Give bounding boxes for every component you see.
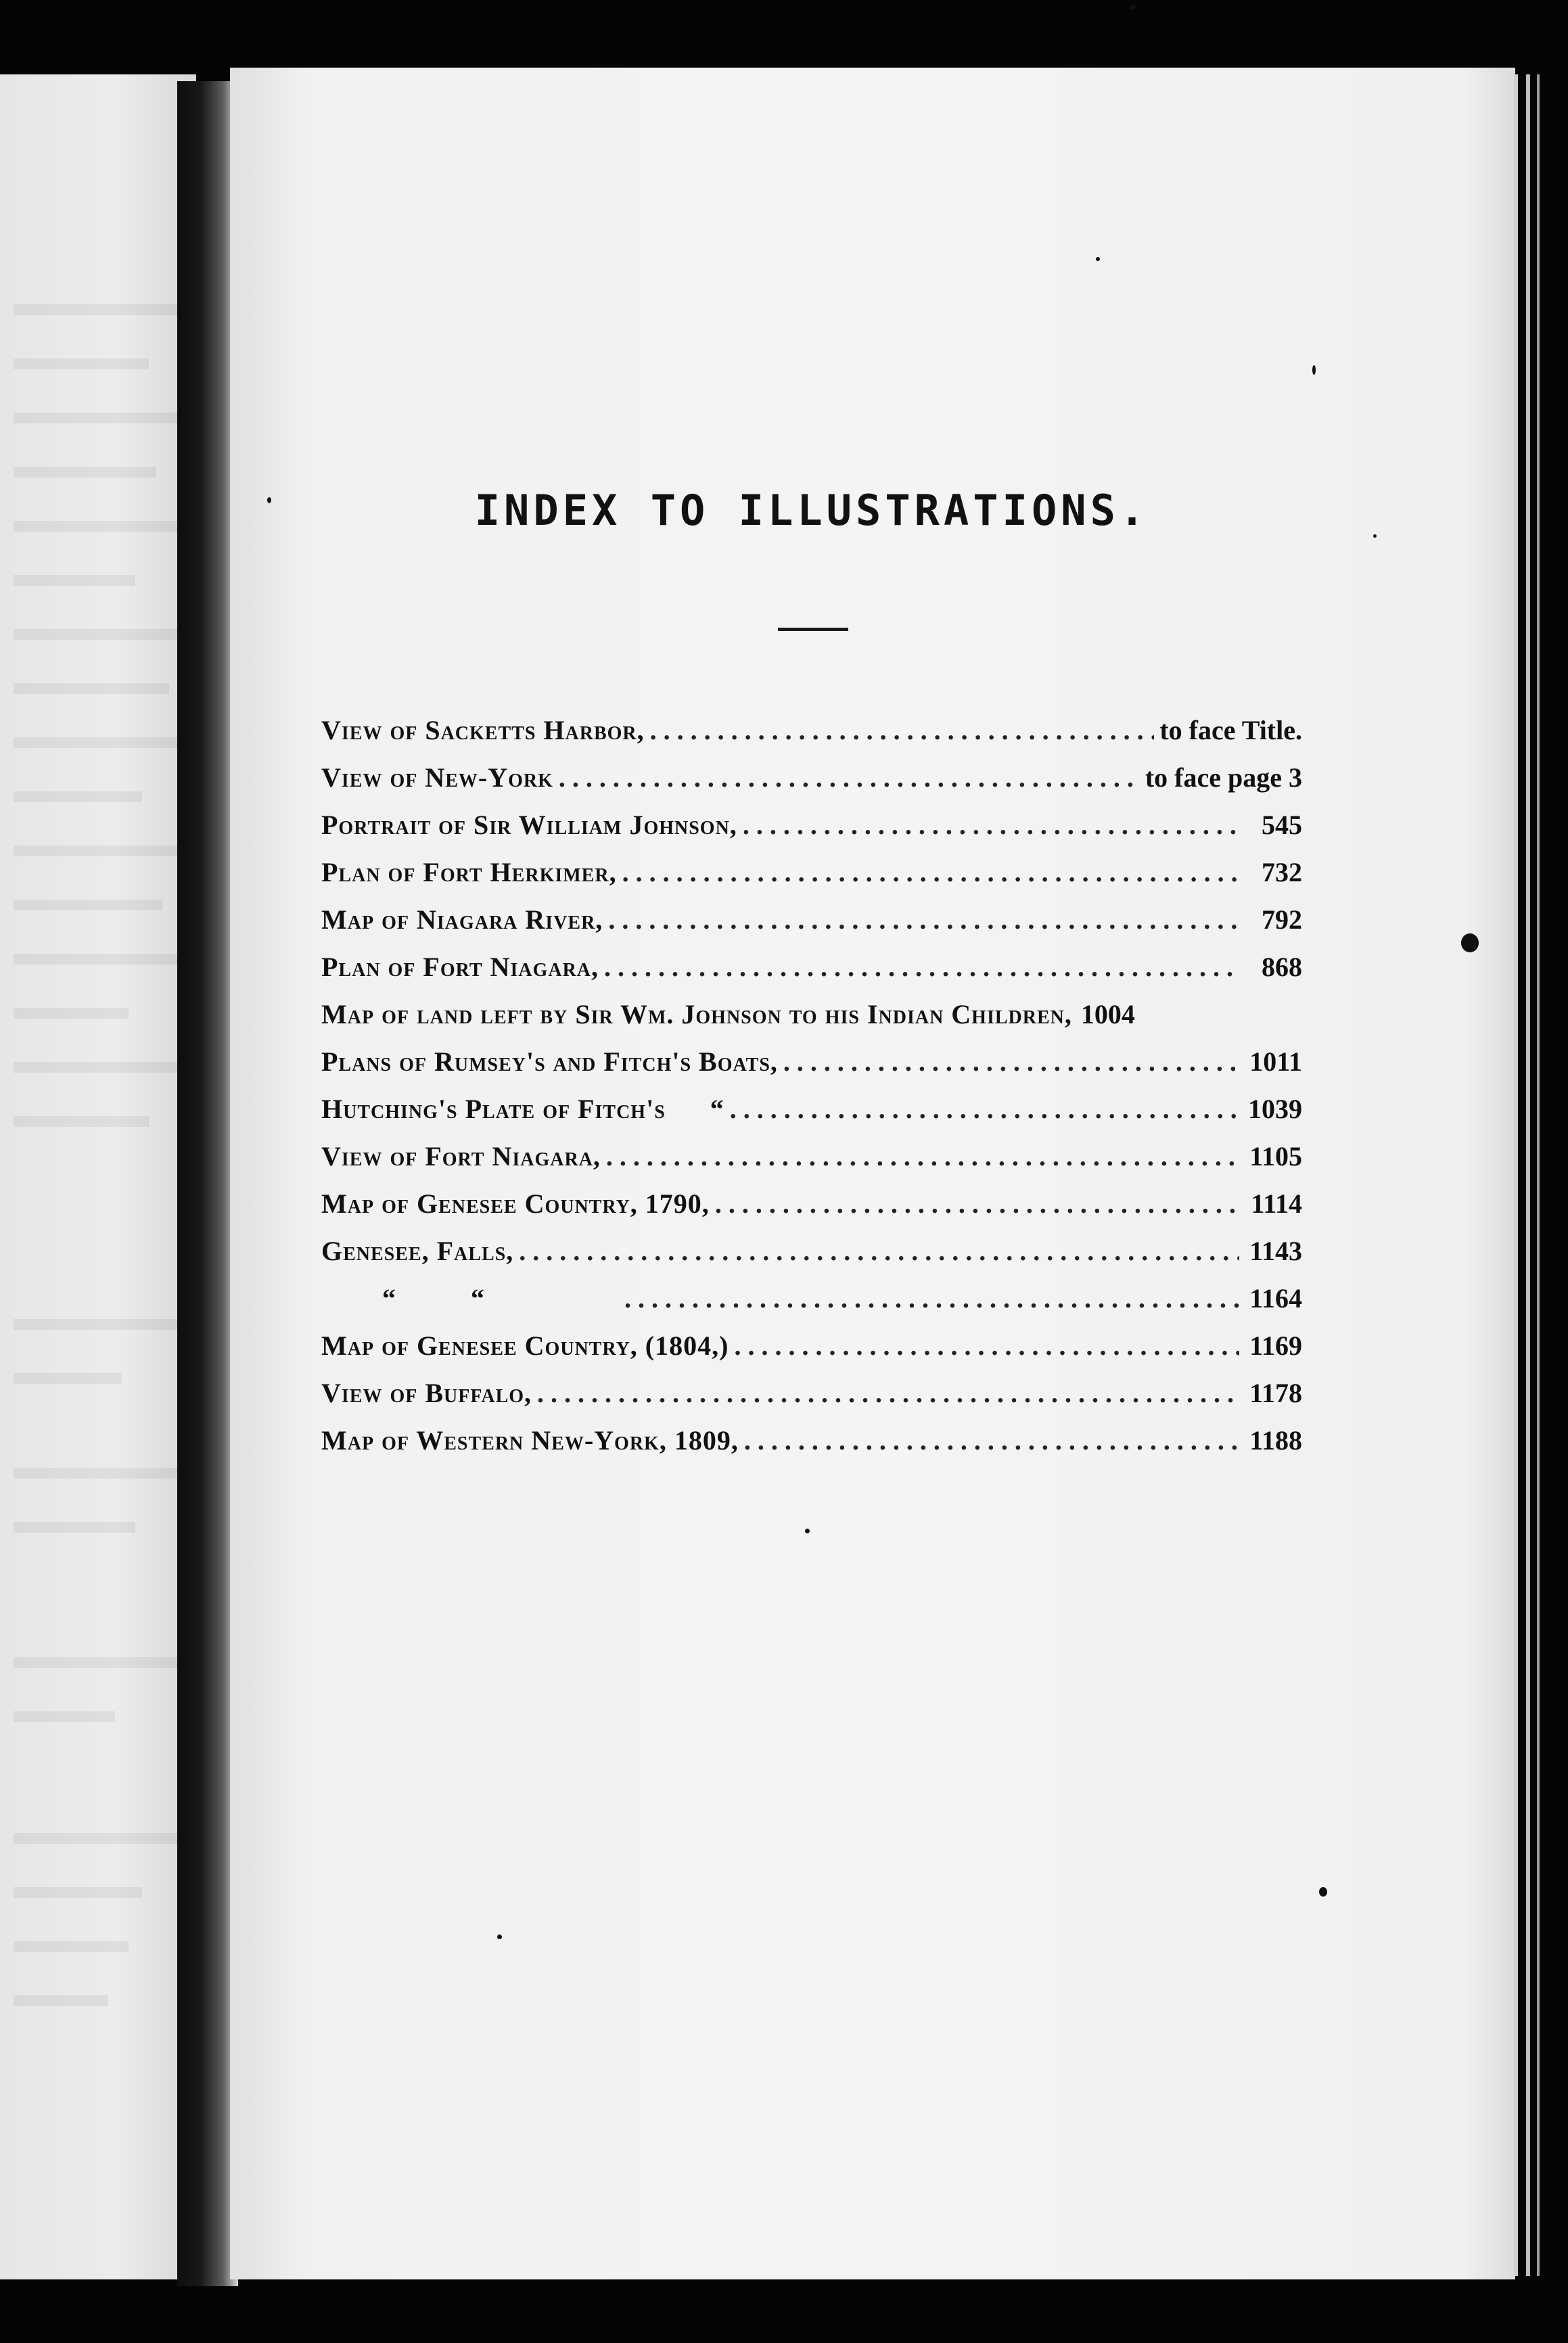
dot-leader — [624, 1282, 1239, 1314]
index-entry — [321, 856, 1302, 904]
ink-speck — [1096, 257, 1100, 261]
bleed-through-line — [14, 845, 183, 856]
ink-speck — [1461, 933, 1479, 952]
entry-title: Map of Niagara River, — [321, 904, 603, 935]
entry-title: View of Sacketts Harbor, — [321, 715, 645, 745]
bleed-through-line — [14, 791, 142, 802]
bleed-through-line — [14, 1833, 183, 1844]
dot-leader — [650, 714, 1155, 746]
ink-speck — [1312, 365, 1316, 375]
dot-leader — [715, 1188, 1239, 1220]
entry-page: 545 — [1262, 810, 1302, 840]
dot-leader — [743, 809, 1239, 841]
bleed-through-line — [14, 575, 135, 586]
page-edge — [1526, 74, 1530, 2276]
dot-leader — [608, 904, 1239, 935]
entry-page: 1178 — [1249, 1378, 1302, 1408]
ink-speck — [1373, 534, 1377, 538]
index-entry — [321, 1377, 1302, 1424]
bleed-through-line — [14, 1008, 129, 1019]
bleed-through-line — [14, 1468, 183, 1479]
bleed-through-line — [14, 1062, 183, 1073]
entry-title: Plan of Fort Herkimer, — [321, 857, 617, 887]
bleed-through-line — [14, 1657, 183, 1668]
book-gutter-shadow — [177, 81, 238, 2286]
entry-title: Plans of Rumsey's and Fitch's Boats, — [321, 1046, 778, 1077]
ink-speck — [1319, 1887, 1327, 1897]
entry-page: 1004 — [1080, 999, 1135, 1029]
entry-title: Plan of Fort Niagara, — [321, 952, 599, 982]
index-entry — [321, 1235, 1302, 1282]
bleed-through-line — [14, 304, 183, 315]
index-entry — [321, 714, 1302, 762]
bleed-through-line — [14, 1711, 115, 1722]
dot-leader — [537, 1377, 1239, 1409]
index-entry — [321, 1093, 1302, 1140]
entry-page: 1143 — [1249, 1236, 1302, 1266]
entry-page: 1114 — [1251, 1188, 1302, 1219]
index-entry — [321, 1140, 1302, 1188]
entry-title: Map of Genesee Country, (1804,) — [321, 1330, 729, 1361]
index-entry — [321, 1282, 1302, 1330]
entry-title: Portrait of Sir William Johnson, — [321, 810, 737, 840]
illustrations-index — [321, 714, 1302, 1472]
entry-title: “ “ — [382, 1283, 485, 1314]
entry-page: 792 — [1262, 904, 1302, 935]
dot-leader — [734, 1330, 1239, 1362]
bleed-through-line — [14, 683, 169, 694]
ink-speck — [267, 497, 271, 503]
previous-page-edge — [0, 74, 196, 2279]
bleed-through-line — [14, 1995, 108, 2006]
bleed-through-line — [14, 1373, 122, 1384]
entry-title: Hutching's Plate of Fitch's “ — [321, 1094, 724, 1124]
entry-page: 732 — [1262, 857, 1302, 887]
ink-speck — [805, 1529, 810, 1533]
bleed-through-line — [14, 1887, 142, 1898]
entry-page: 1164 — [1249, 1283, 1302, 1314]
index-entry — [321, 998, 1302, 1046]
dot-leader — [519, 1235, 1239, 1267]
index-entry — [321, 1046, 1302, 1093]
entry-title: Genesee, Falls, — [321, 1236, 514, 1266]
dot-leader — [604, 951, 1239, 983]
bleed-through-line — [14, 358, 149, 369]
bleed-through-line — [14, 467, 156, 478]
title-rule — [778, 628, 848, 631]
bleed-through-line — [14, 1116, 149, 1127]
entry-title: Map of Western New-York, 1809, — [321, 1425, 739, 1456]
index-entry — [321, 951, 1302, 998]
index-entry — [321, 1188, 1302, 1235]
entry-title: View of Buffalo, — [321, 1378, 532, 1408]
page-edge — [1514, 74, 1518, 2276]
index-entry — [321, 904, 1302, 951]
entry-page: 1105 — [1249, 1141, 1302, 1172]
bleed-through-line — [14, 1522, 135, 1533]
entry-page: 1169 — [1249, 1330, 1302, 1361]
entry-page: 868 — [1262, 952, 1302, 982]
entry-title: View of Fort Niagara, — [321, 1141, 601, 1172]
bleed-through-line — [14, 737, 183, 748]
bleed-through-line — [14, 1941, 129, 1952]
index-entry — [321, 1424, 1302, 1472]
page-title: INDEX TO ILLUSTRATIONS. — [474, 486, 1149, 535]
entry-title: Map of Genesee Country, 1790, — [321, 1188, 710, 1219]
bleed-through-line — [14, 900, 162, 910]
dot-leader — [606, 1140, 1239, 1172]
entry-title: Map of land left by Sir Wm. Johnson to his Indian Children, — [321, 999, 1072, 1029]
bleed-through-line — [14, 629, 183, 640]
index-entry — [321, 1330, 1302, 1377]
entry-title: View of New-York — [321, 762, 553, 793]
page-edge — [1537, 74, 1540, 2276]
index-entry — [321, 762, 1302, 809]
entry-page: 1011 — [1249, 1046, 1302, 1077]
index-entry — [321, 809, 1302, 856]
dot-leader — [622, 856, 1239, 888]
bleed-through-line — [14, 954, 183, 965]
bleed-through-line — [14, 1319, 183, 1330]
dot-leader — [783, 1046, 1239, 1077]
ink-speck — [1130, 4, 1136, 10]
dot-leader — [559, 762, 1140, 793]
dot-leader — [744, 1424, 1239, 1456]
entry-page: 1039 — [1248, 1094, 1302, 1124]
entry-page: to face Title. — [1159, 715, 1302, 745]
entry-page: 1188 — [1249, 1425, 1302, 1456]
bleed-through-line — [14, 413, 183, 423]
ink-speck — [497, 1934, 502, 1939]
dot-leader — [730, 1093, 1239, 1125]
entry-page: to face page 3 — [1145, 762, 1302, 793]
